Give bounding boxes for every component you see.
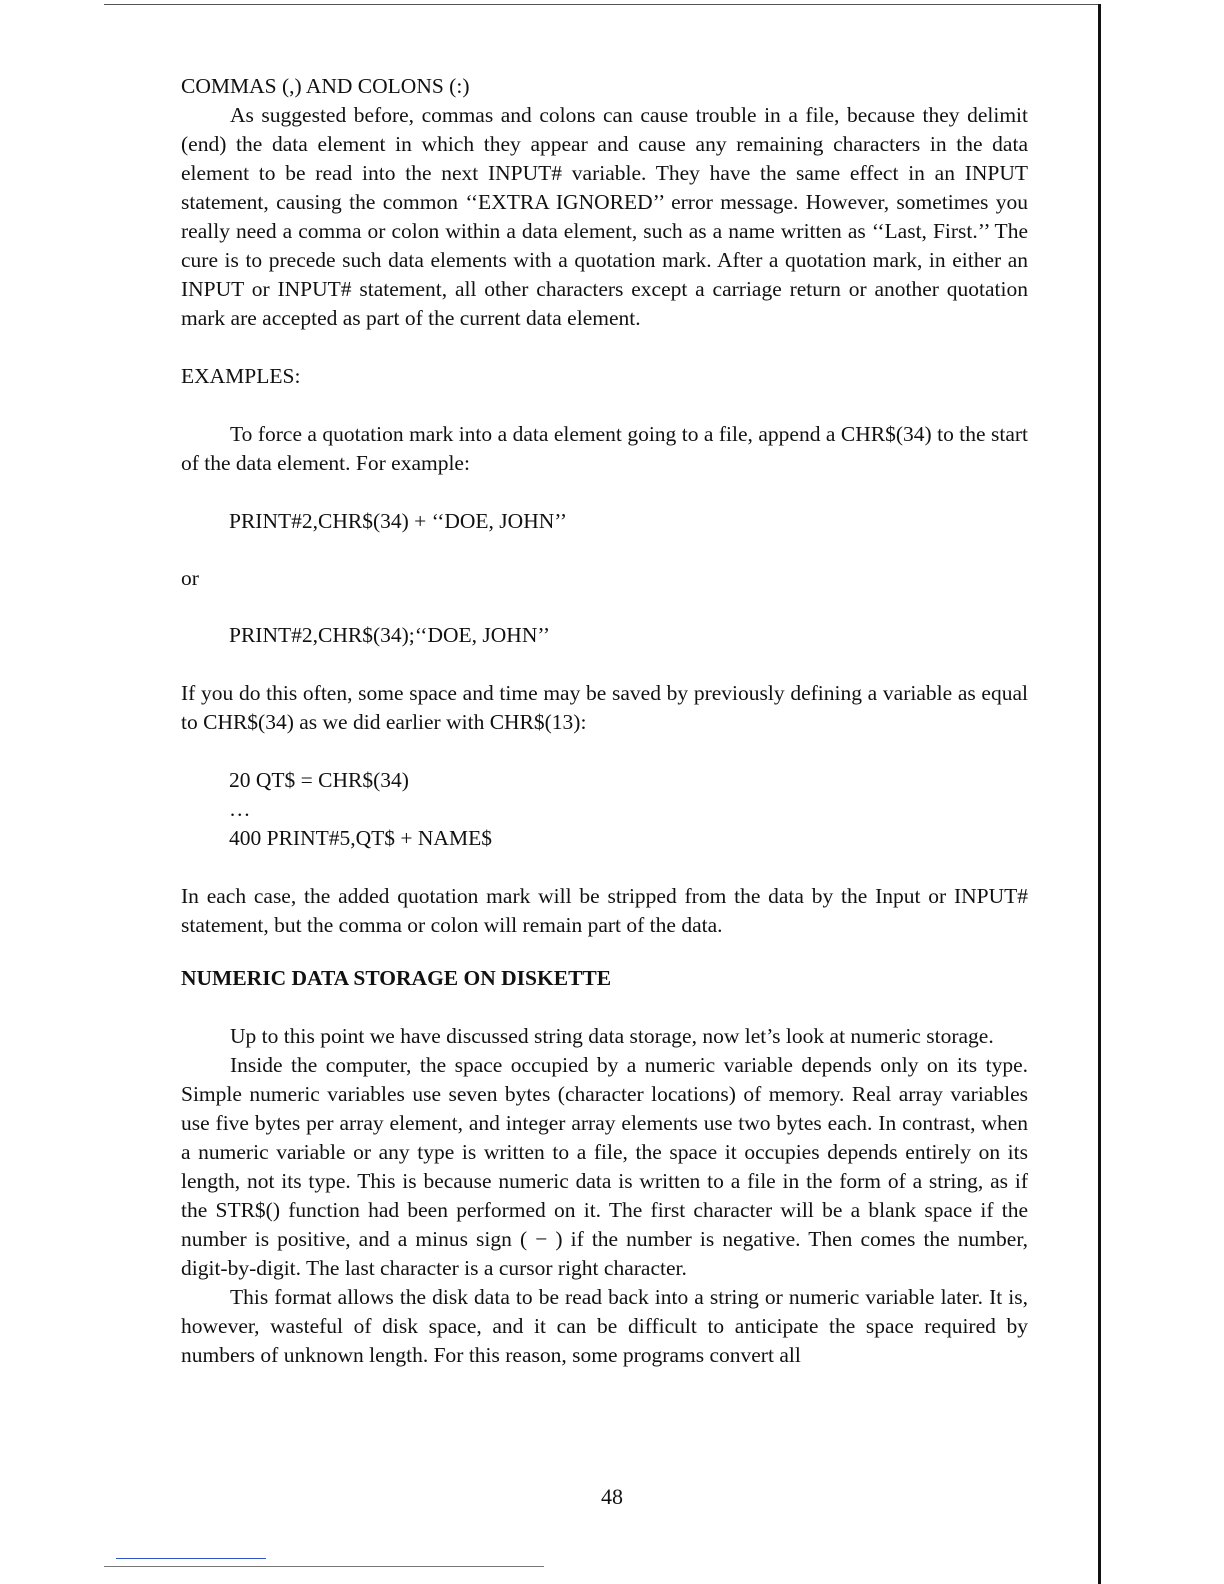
code-ellipsis: … bbox=[229, 797, 251, 821]
code-example-1: PRINT#2,CHR$(34) + ‘‘DOE, JOHN’’ bbox=[229, 509, 567, 533]
examples-heading: EXAMPLES: bbox=[181, 364, 301, 388]
right-border-line bbox=[1098, 4, 1101, 1584]
examples-intro-paragraph: To force a quotation mark into a data element going to a file, append a CHR$(34) to the start of the data element. For example: bbox=[181, 422, 1028, 475]
bottom-border-line bbox=[104, 1566, 544, 1567]
bottom-accent-line bbox=[116, 1558, 266, 1559]
code-example-3: 20 QT$ = CHR$(34) bbox=[229, 768, 409, 792]
quotation-stripped-paragraph: In each case, the added quotation mark will be stripped from the data by the Input or INPUT# statement, but the comma or colon will remain part of the data. bbox=[181, 884, 1028, 937]
commas-colons-paragraph: As suggested before, commas and colons can cause trouble in a file, because they delimit (end) the data element in which they appear and cause any remaining characters in the data element to be read into the next INPUT# variable. They have the same effect in an INPUT statement, causing the common ‘‘EXTRA IGNORED’’ error message. However, sometimes you really need a comma or colon within a data element, such as a name written as ‘‘Last, First.’’ The cure is to precede such data elements with a quotation mark. After a quotation mark, in either an INPUT or INPUT# statement, all other characters except a carriage return or another quotation mark are accepted as part of the current data element. bbox=[181, 103, 1028, 330]
code-example-4: 400 PRINT#5,QT$ + NAME$ bbox=[229, 826, 492, 850]
top-border-line bbox=[104, 4, 1098, 5]
or-text: or bbox=[181, 566, 199, 590]
variable-definition-paragraph: If you do this often, some space and time may be saved by previously defining a variable as equal to CHR$(34) as we did earlier with CHR$(13): bbox=[181, 681, 1028, 734]
numeric-storage-paragraph-2: Inside the computer, the space occupied by a numeric variable depends only on its type. Simple numeric variables use seven bytes (character locations) of memory. Real array variables use five bytes per array element, and integer array elements use two bytes each. In contrast, when a numeric variable or any type is written to a file, the space it occupies depends entirely on its length, not its type. This is because numeric data is written to a file in the form of a string, as if the STR$() function had been performed on it. The first character will be a blank space if the number is positive, and a minus sign ( − ) if the number is negative. Then comes the number, digit-by-digit. The last character is a cursor right character. bbox=[181, 1053, 1028, 1280]
page-number: 48 bbox=[601, 1484, 623, 1509]
page-content bbox=[181, 72, 1028, 1370]
numeric-storage-paragraph-1: Up to this point we have discussed string data storage, now let’s look at numeric storage. bbox=[230, 1024, 994, 1048]
numeric-storage-paragraph-3: This format allows the disk data to be read back into a string or numeric variable later. It is, however, wasteful of disk space, and it can be difficult to anticipate the space required by numbers of unknown length. For this reason, some programs convert all bbox=[181, 1285, 1028, 1367]
section-heading-numeric-storage: NUMERIC DATA STORAGE ON DISKETTE bbox=[181, 966, 612, 990]
code-example-2: PRINT#2,CHR$(34);‘‘DOE, JOHN’’ bbox=[229, 623, 551, 647]
section-heading-commas-colons: COMMAS (,) AND COLONS (:) bbox=[181, 74, 470, 98]
